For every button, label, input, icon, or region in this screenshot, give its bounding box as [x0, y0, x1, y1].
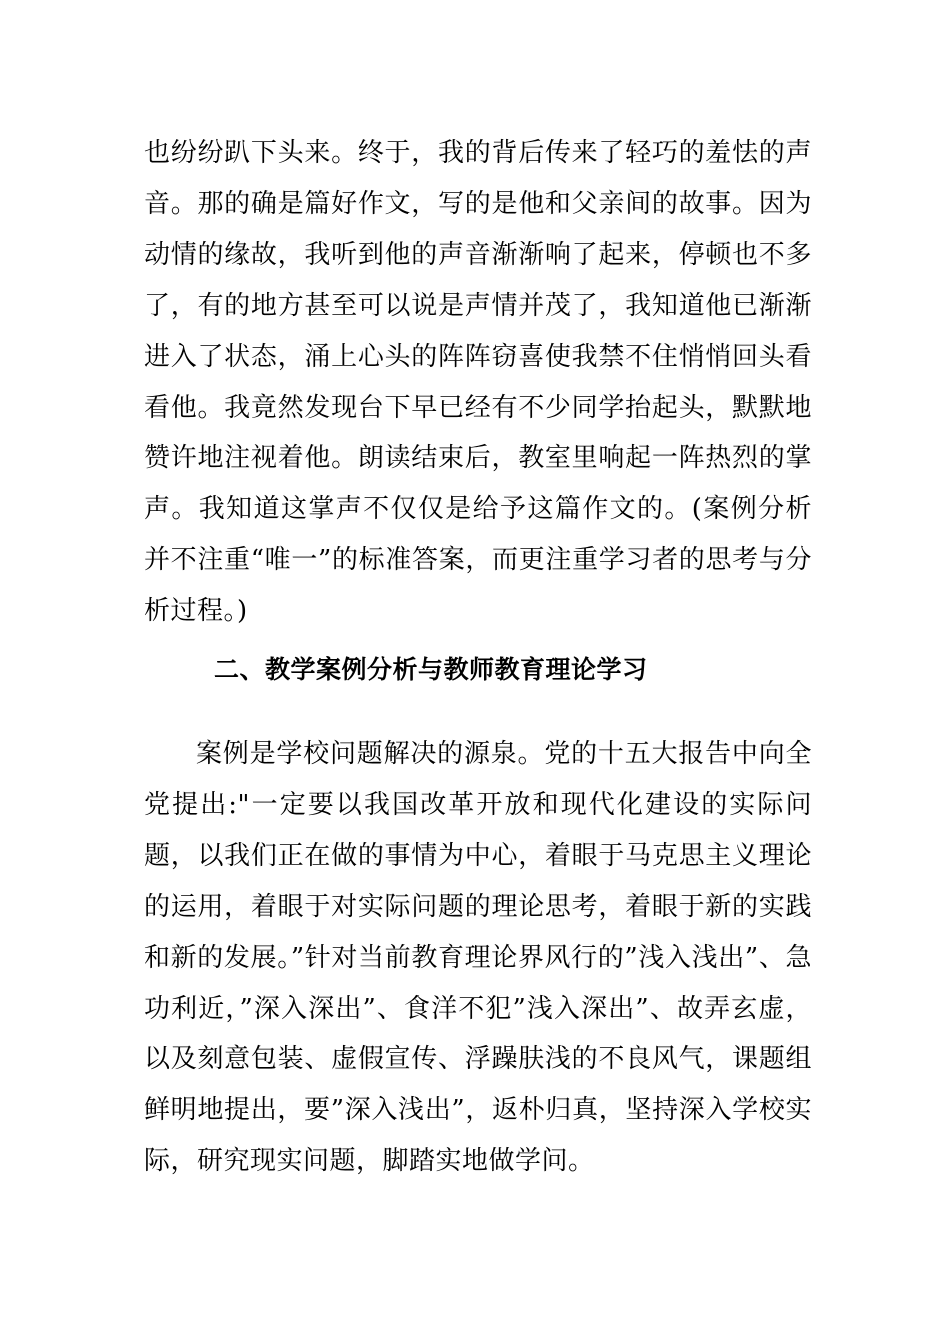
body-paragraph-2: 案例是学校问题解决的源泉。党的十五大报告中向全党提出:"一定要以我国改革开放和现代化建设的实际问题，以我们正在做的事情为中心，着眼于马克思主义理论的运用，着眼于对实际问题的理论思考，着眼于新的实践和新的发展。”针对当前教育理论界风行的”浅入浅出”、急功利近，”深入深出”、食洋不犯”浅入深出”、故弄玄虚，以及刻意包装、虚假宣传、浮躁肤浅的不良风气，课题组鲜明地提出，要”深入浅出”，返朴归真，坚持深入学校实际，研究现实问题，脚踏实地做学问。 [144, 739, 812, 1177]
body-paragraph-1: 也纷纷趴下头来。终于，我的背后传来了轻巧的羞怯的声音。那的确是篇好作文，写的是他和父亲间的故事。因为动情的缘故，我听到他的声音渐渐响了起来，停顿也不多了，有的地方甚至可以说是声情并茂了，我知道他已渐渐进入了状态，涌上心头的阵阵窃喜使我禁不住悄悄回头看看他。我竟然发现台下早已经有不少同学抬起头，默默地赞许地注视着他。朗读结束后，教室里响起一阵热烈的掌声。我知道这掌声不仅仅是给予这篇作文的。(案例分析并不注重“唯一”的标准答案，而更注重学习者的思考与分析过程。) [144, 138, 812, 627]
section-heading: 二、教学案例分析与教师教育理论学习 [214, 655, 648, 684]
